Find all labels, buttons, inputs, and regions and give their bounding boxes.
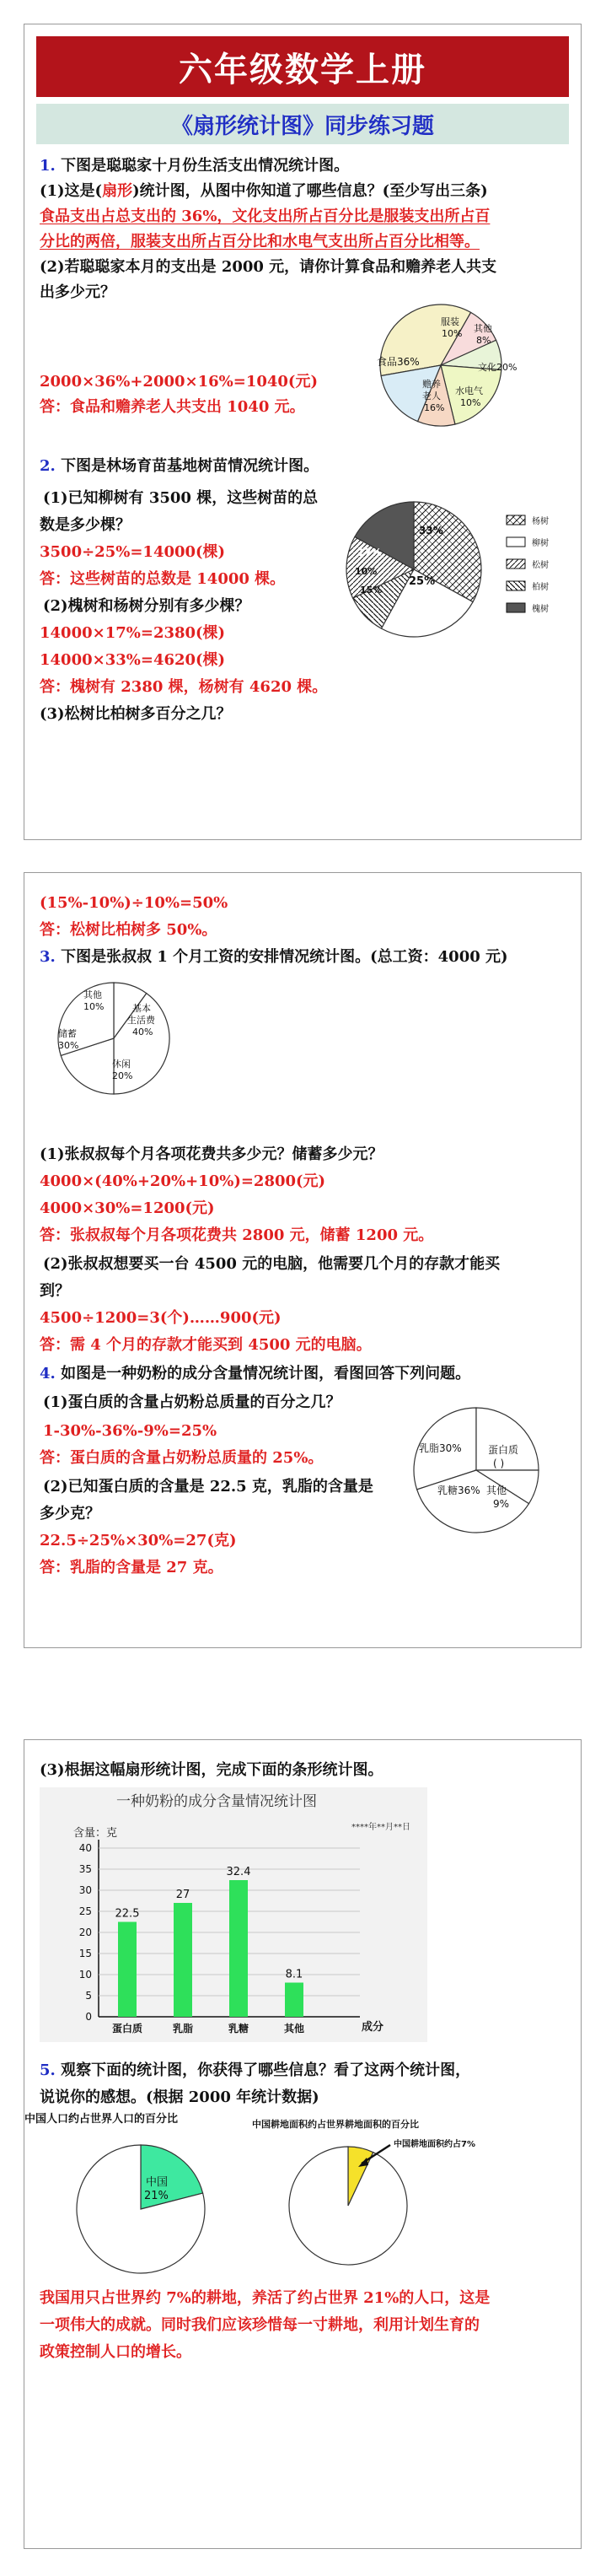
bar-category-label: 蛋白质 bbox=[111, 2023, 143, 2034]
q3-answer1: 答：张叔叔每个月各项花费共 2800 元，储蓄 1200 元。 bbox=[40, 1226, 434, 1244]
q1-label-elder-1: 赡养 bbox=[422, 379, 441, 390]
q1-label-misc-1: 其他 bbox=[474, 323, 492, 334]
worksheet-page-1 bbox=[24, 24, 582, 840]
q3-label-other-1: 其他 bbox=[83, 989, 102, 1000]
bar-value-label: 32.4 bbox=[226, 1866, 251, 1878]
q5-answer-line3: 政策控制人口的增长。 bbox=[40, 2343, 191, 2361]
q3-label-leisure-1: 休闲 bbox=[112, 1059, 131, 1070]
q3-number: 3. bbox=[40, 948, 56, 966]
q3-calc1a: 4000×(40%+20%+10%)=2800(元) bbox=[40, 1172, 326, 1190]
bar-y-tick: 0 bbox=[85, 2011, 92, 2023]
q2-sub2: (2)槐树和杨树分别有多少棵？ bbox=[43, 597, 250, 615]
q3-sub1: (1)张叔叔每个月各项花费共多少元？储蓄多少元？ bbox=[40, 1145, 383, 1163]
bar-category-label: 其他 bbox=[283, 2023, 305, 2034]
q4-label-other-1: 其他 bbox=[486, 1485, 507, 1496]
q5-pie1-chart bbox=[58, 2133, 227, 2277]
q1-pie-chart bbox=[357, 296, 576, 434]
q3-answer2: 答：需 4 个月的存款才能买到 4500 元的电脑。 bbox=[40, 1336, 372, 1354]
q4-sub3: (3)根据这幅扇形统计图，完成下面的条形统计图。 bbox=[40, 1761, 383, 1779]
bar-4 bbox=[285, 1983, 303, 2018]
q4-pie-slice-2 bbox=[476, 1408, 539, 1470]
q5-answer-line1: 我国用只占世界约 7%的耕地，养活了约占世界 21%的人口，这是 bbox=[40, 2289, 491, 2307]
bar-y-tick: 30 bbox=[78, 1884, 92, 1896]
q5-stem-text: 观察下面的统计图，你获得了哪些信息？看了这两个统计图， bbox=[61, 2061, 471, 2079]
q1-label-utility-2: 10% bbox=[460, 397, 481, 408]
legend-huai: 槐树 bbox=[532, 605, 549, 614]
q3-label-savings-2: 30% bbox=[58, 1040, 79, 1051]
legend-swatch-huai bbox=[507, 603, 525, 612]
bar-category-label: 乳糖 bbox=[228, 2023, 249, 2034]
q2-label-bai: 10% bbox=[355, 566, 378, 577]
q4-number: 4. bbox=[40, 1365, 56, 1382]
q4-calc2: 22.5÷25%×30%=27(克) bbox=[40, 1532, 237, 1549]
bar-chart-title: 一种奶粉的成分含量情况统计图 bbox=[116, 1793, 317, 1810]
q2-sub1-line1: (1)已知柳树有 3500 棵，这些树苗的总 bbox=[43, 489, 319, 507]
q4-stem-text: 如图是一种奶粉的成分含量情况统计图，看图回答下列问题。 bbox=[61, 1365, 471, 1382]
bar-value-label: 22.5 bbox=[115, 1907, 140, 1921]
q3-label-savings-1: 储蓄 bbox=[58, 1028, 77, 1039]
q5-pie2-slices bbox=[289, 2147, 407, 2265]
q2-answer3: 答：松树比柏树多 50%。 bbox=[40, 921, 217, 939]
q4-label-protein-2: ( ) bbox=[493, 1458, 505, 1469]
q5-pie1-label-1: 中国 bbox=[146, 2176, 169, 2189]
bar-2 bbox=[174, 1903, 192, 2017]
bar-1 bbox=[118, 1922, 137, 2018]
q1-label-clothing-1: 服装 bbox=[441, 316, 459, 327]
q2-sub1-line2: 数是多少棵？ bbox=[40, 516, 131, 534]
q2-label-song: 15% bbox=[360, 585, 383, 595]
q3-calc1b: 4000×30%=1200(元) bbox=[40, 1199, 215, 1217]
legend-swatch-bai bbox=[507, 581, 525, 590]
q5-stem-line1 bbox=[40, 2059, 470, 2083]
q4-sub1: (1)蛋白质的含量占奶粉总质量的百分之几？ bbox=[43, 1393, 341, 1411]
q3-label-basic-1: 基本 bbox=[132, 1003, 151, 1014]
q3-stem-text: 下图是张叔叔 1 个月工资的安排情况统计图。(总工资：4000 元) bbox=[61, 948, 508, 966]
bar-category-label: 乳脂 bbox=[172, 2023, 194, 2034]
bar-3 bbox=[229, 1880, 248, 2017]
q4-answer2: 答：乳脂的含量是 27 克。 bbox=[40, 1559, 223, 1576]
q2-answer2: 答：槐树有 2380 棵，杨树有 4620 棵。 bbox=[40, 678, 328, 696]
q5-pie2-label: 中国耕地面积约占7% bbox=[394, 2140, 475, 2149]
q5-pie2-chart bbox=[277, 2130, 564, 2277]
q1-sub1-answer-blank: 扇形 bbox=[102, 182, 133, 200]
q4-calc1: 1-30%-36%-9%=25% bbox=[43, 1422, 217, 1440]
page-subtitle: 《扇形统计图》同步练习题 bbox=[36, 104, 569, 144]
q1-sub2-line2: 出多少元？ bbox=[40, 283, 115, 301]
bar-y-tick: 35 bbox=[78, 1863, 92, 1875]
q3-sub2-line2: 到？ bbox=[40, 1282, 70, 1300]
q1-label-elder-2: 老人 bbox=[422, 391, 441, 401]
q4-answer1: 答：蛋白质的含量占奶粉总质量的 25%。 bbox=[40, 1449, 324, 1467]
q4-label-sugar: 乳糖36% bbox=[437, 1485, 480, 1496]
q1-number: 1. bbox=[40, 157, 56, 175]
q2-label-liu: 25% bbox=[409, 575, 436, 588]
q4-sub2-line2: 多少克？ bbox=[40, 1505, 100, 1522]
q1-sub2-line1: (2)若聪聪家本月的支出是 2000 元，请你计算食品和赡养老人共支 bbox=[40, 258, 497, 276]
page-title: 六年级数学上册 bbox=[36, 36, 569, 97]
q3-calc2: 4500÷1200=3(个)……900(元) bbox=[40, 1309, 282, 1327]
q2-calc1: 3500÷25%=14000(棵) bbox=[40, 543, 226, 561]
q4-pie-chart bbox=[395, 1399, 555, 1534]
worksheet-page-3 bbox=[24, 1739, 582, 2549]
q4-label-protein-1: 蛋白质 bbox=[488, 1444, 519, 1456]
legend-swatch-song bbox=[507, 559, 525, 569]
worksheet-page-2 bbox=[24, 872, 582, 1648]
q2-number: 2. bbox=[40, 457, 56, 475]
q5-pie2-slice-2 bbox=[289, 2147, 407, 2265]
legend-liu: 柳树 bbox=[532, 539, 549, 548]
legend-swatch-yang bbox=[507, 515, 525, 525]
bar-chart-xlabel: 成分 bbox=[362, 2021, 384, 2034]
q2-legend bbox=[507, 515, 549, 614]
q3-label-basic-2: 生活费 bbox=[127, 1015, 155, 1026]
q1-label-utility-1: 水电气 bbox=[455, 385, 483, 396]
legend-song: 松树 bbox=[532, 561, 549, 570]
bar-chart-subtitle: ****年**月**日 bbox=[351, 1823, 410, 1832]
q1-label-clothing-2: 10% bbox=[442, 328, 463, 339]
q2-stem bbox=[40, 455, 319, 478]
q5-number: 5. bbox=[40, 2061, 56, 2079]
bar-chart-ylabel: 含量：克 bbox=[73, 1827, 118, 1840]
legend-bai: 柏树 bbox=[532, 583, 549, 592]
q4-stem bbox=[40, 1362, 470, 1386]
bar-y-tick: 5 bbox=[85, 1990, 92, 2002]
q1-stem-text: 下图是聪聪家十月份生活支出情况统计图。 bbox=[61, 157, 350, 175]
q5-pie1-label-2: 21% bbox=[144, 2190, 169, 2202]
q2-pie-chart bbox=[338, 497, 574, 640]
q2-label-huai: 17% bbox=[357, 547, 382, 558]
q1-sub1: (1)这是(扇形)统计图，从图中你知道了哪些信息？(至少写出三条) bbox=[40, 182, 488, 200]
q2-stem-text: 下图是林场育苗基地树苗情况统计图。 bbox=[61, 457, 319, 475]
q3-pie-chart bbox=[40, 973, 200, 1104]
q4-bar-chart bbox=[40, 1787, 427, 2042]
q4-label-fat: 乳脂30% bbox=[419, 1442, 462, 1454]
q3-label-leisure-2: 20% bbox=[112, 1070, 133, 1081]
q1-sub1-answer-line2: 分比的两倍，服装支出所占百分比和水电气支出所占百分比相等。 bbox=[40, 233, 480, 251]
q1-label-food: 食品36% bbox=[377, 356, 420, 368]
q4-label-other-2: 9% bbox=[493, 1498, 510, 1510]
q1-label-misc-2: 8% bbox=[476, 335, 491, 346]
bar-value-label: 27 bbox=[175, 1889, 190, 1901]
q5-pie2-title: 中国耕地面积约占世界耕地面积的百分比 bbox=[252, 2119, 419, 2130]
q1-label-elder-3: 16% bbox=[424, 402, 445, 413]
q2-calc3: (15%-10%)÷10%=50% bbox=[40, 894, 228, 912]
q2-sub3: (3)松树比柏树多百分之几？ bbox=[40, 705, 232, 723]
q4-sub2-line1: (2)已知蛋白质的含量是 22.5 克，乳脂的含量是 bbox=[43, 1478, 373, 1495]
q5-pie1-title: 中国人口约占世界人口的百分比 bbox=[24, 2113, 179, 2126]
bar-y-tick: 40 bbox=[78, 1842, 92, 1854]
bar-y-tick: 20 bbox=[78, 1927, 92, 1938]
q1-stem bbox=[40, 154, 349, 178]
q3-label-other-2: 10% bbox=[83, 1001, 105, 1012]
q1-calc: 2000×36%+2000×16%=1040(元) bbox=[40, 373, 318, 391]
q2-answer1: 答：这些树苗的总数是 14000 棵。 bbox=[40, 570, 286, 588]
q2-label-yang: 33% bbox=[419, 525, 443, 536]
legend-yang: 杨树 bbox=[532, 517, 549, 526]
legend-swatch-liu bbox=[507, 537, 525, 547]
bar-y-tick: 10 bbox=[78, 1969, 92, 1981]
bar-value-label: 8.1 bbox=[285, 1968, 303, 1981]
q2-calc2a: 14000×17%=2380(棵) bbox=[40, 624, 226, 642]
q1-answer: 答：食品和赡养老人共支出 1040 元。 bbox=[40, 398, 305, 416]
bar-y-tick: 25 bbox=[78, 1905, 92, 1917]
q3-sub2-line1: (2)张叔叔想要买一台 4500 元的电脑，他需要几个月的存款才能买 bbox=[43, 1255, 501, 1273]
q1-label-culture: 文化20% bbox=[478, 362, 518, 373]
q1-sub1-answer-line1: 食品支出占总支出的 36%，文化支出所占百分比是服装支出所占百 bbox=[40, 207, 491, 225]
bar-y-tick: 15 bbox=[78, 1948, 92, 1959]
q3-stem bbox=[40, 946, 508, 969]
q4-pie-slices bbox=[414, 1408, 539, 1533]
q2-calc2b: 14000×33%=4620(棵) bbox=[40, 651, 226, 669]
q3-label-basic-3: 40% bbox=[132, 1027, 153, 1037]
q5-answer-line2: 一项伟大的成就。同时我们应该珍惜每一寸耕地，利用计划生育的 bbox=[40, 2316, 480, 2334]
q5-pie1-slices bbox=[77, 2145, 205, 2273]
q5-stem-line2: 说说你的感想。(根据 2000 年统计数据) bbox=[40, 2088, 319, 2106]
